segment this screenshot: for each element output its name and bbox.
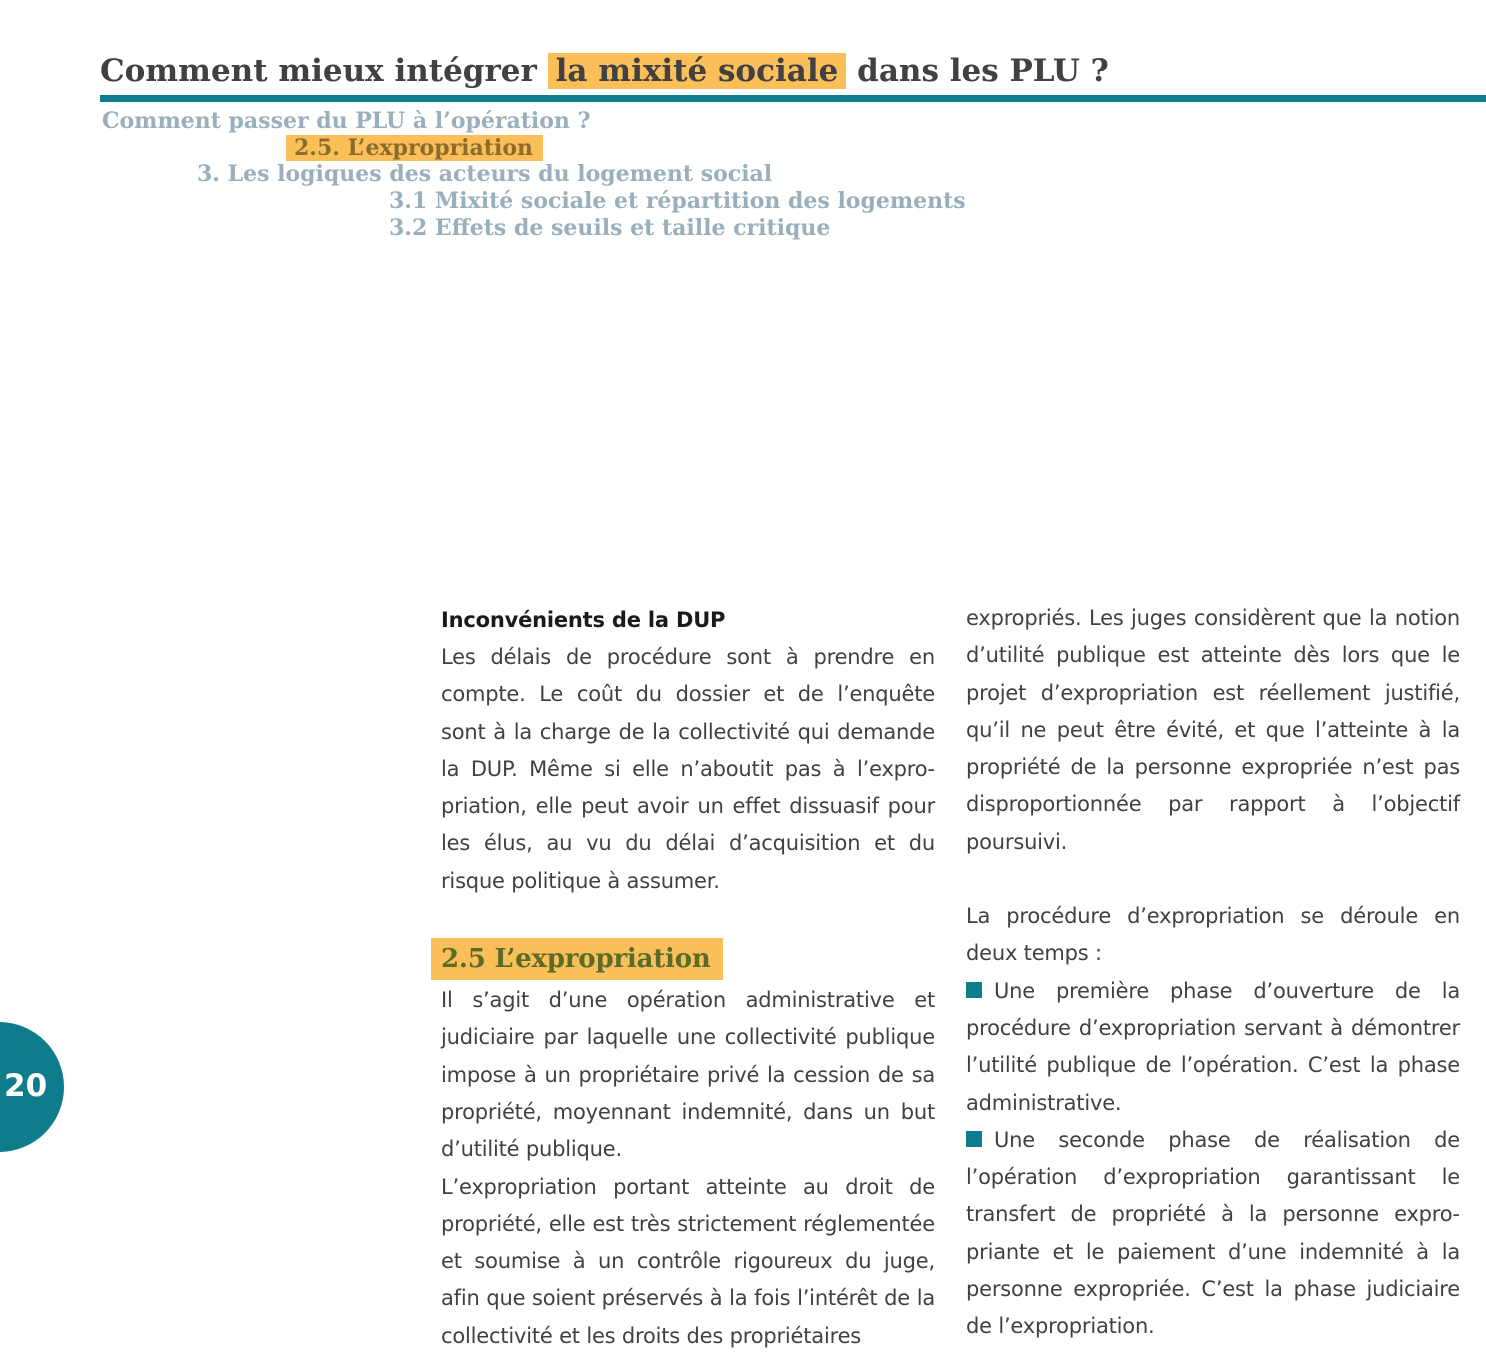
nav-section-3-link[interactable]: 3. Les logiques des acteurs du logement social bbox=[197, 161, 773, 187]
expropriation-control-paragraph: L’expropriation portant atteinte au droit de propriété, elle est très strictement réglementée et soumise à un contrôle rigoureux du juge, afin que soient préservés à la fois l’intérêt de la collectivité et les droits des propriétaires bbox=[441, 1174, 935, 1348]
square-bullet-icon bbox=[966, 1131, 982, 1147]
dup-drawbacks-heading: Inconvénients de la DUP bbox=[441, 608, 726, 632]
bullet-text: Une première phase d’ouverture de la procédure d’expropriation servant à démontrer l’utilité publique de l’opération. C’est la phase administrative. bbox=[966, 978, 1460, 1115]
dup-drawbacks-paragraph: Les délais de procédure sont à prendre en compte. Le coût du dossier et de l’enquête sont à la charge de la collectivité qui demande la DUP. Même si elle n’aboutit pas à l’expropriation, elle peut avoir un effet dissuasif pour les élus, au vu du délai d’acquisition et du risque politique à assumer. bbox=[441, 645, 935, 893]
title-text-after: dans les PLU ? bbox=[846, 53, 1109, 89]
page-number: 20 bbox=[4, 1068, 48, 1104]
right-text-column bbox=[966, 600, 1460, 1346]
bullet-text: Une seconde phase de réalisation de l’opération d’expropriation garantissant le transfert de propriété à la personne expropriante et le paiement d’une indemnité à la personne expropriée. C’est la phase judiciaire de l’expropriation. bbox=[966, 1127, 1460, 1339]
procedure-intro-paragraph: La procédure d’expropriation se déroule en deux temps : bbox=[966, 904, 1460, 966]
public-utility-paragraph: expropriés. Les juges considèrent que la notion d’utilité publique est atteinte dès lors que le projet d’expropriation est réellement justifié, qu’il ne peut être évité, et que l’atteinte à la propriété de la personne expropriée n’est pas disproportionnée par rapport à l’objectif poursuivi. bbox=[966, 606, 1460, 854]
nav-current-section[interactable] bbox=[286, 135, 543, 161]
left-text-column bbox=[441, 605, 935, 1355]
square-bullet-icon bbox=[966, 982, 982, 998]
expropriation-definition-paragraph: Il s’agit d’une opération administrative et judiciaire par laquelle une collectivité publique impose à un propriétaire privé la cession de sa propriété, moyennant indemnité, dans un but d’utilité publique. bbox=[441, 988, 935, 1162]
expropriation-section-heading: 2.5 L’expropriation bbox=[431, 938, 723, 980]
nav-chapter-link[interactable]: Comment passer du PLU à l’opération ? bbox=[102, 108, 591, 134]
page-header-title bbox=[100, 50, 1109, 92]
title-highlight: la mixité sociale bbox=[548, 53, 847, 89]
paragraph-gap bbox=[966, 861, 1460, 898]
bullet-item-administrative-phase bbox=[966, 973, 1460, 1122]
nav-current-section-label: 2.5. L’expropriation bbox=[286, 135, 543, 161]
nav-section-3-2-link[interactable]: 3.2 Effets de seuils et taille critique bbox=[389, 215, 831, 241]
title-text-before: Comment mieux intégrer bbox=[100, 53, 548, 89]
nav-section-3-1-link[interactable]: 3.1 Mixité sociale et répartition des logements bbox=[389, 188, 966, 214]
bullet-item-judicial-phase bbox=[966, 1122, 1460, 1346]
header-divider bbox=[100, 95, 1486, 102]
